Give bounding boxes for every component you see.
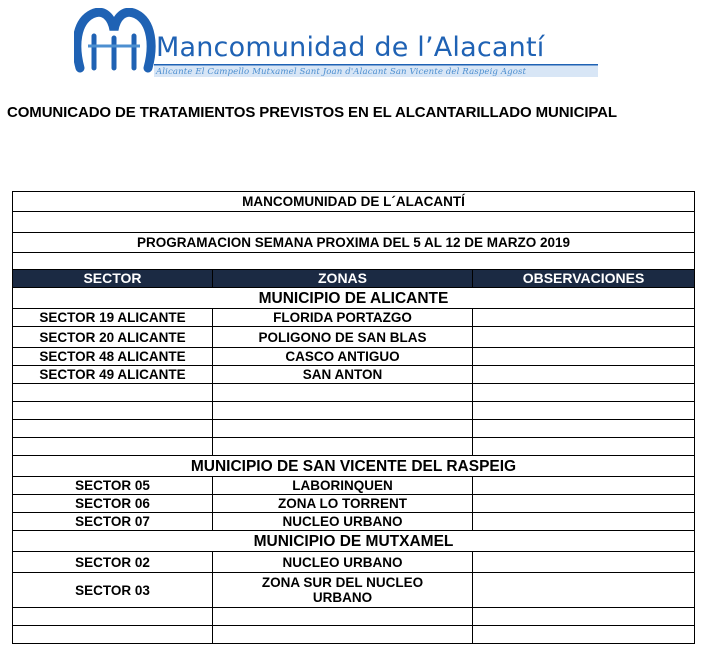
table-program-row bbox=[13, 233, 695, 253]
sector-cell: SECTOR 06 bbox=[13, 495, 213, 513]
table-row bbox=[13, 420, 695, 438]
zona-cell: LABORINQUEN bbox=[213, 477, 473, 495]
sector-cell: SECTOR 20 ALICANTE bbox=[13, 327, 213, 348]
municipality-heading bbox=[13, 288, 695, 309]
observaciones-cell bbox=[473, 495, 695, 513]
column-header-zonas: ZONAS bbox=[213, 270, 473, 288]
table-row bbox=[13, 608, 695, 626]
zona-cell: SAN ANTON bbox=[213, 366, 473, 384]
zona-cell: NUCLEO URBANO bbox=[213, 513, 473, 531]
zona-cell: FLORIDA PORTAZGO bbox=[213, 309, 473, 327]
municipality-name: MUNICIPIO DE MUTXAMEL bbox=[13, 531, 695, 552]
municipality-heading bbox=[13, 531, 695, 552]
sector-cell: SECTOR 07 bbox=[13, 513, 213, 531]
observaciones-cell bbox=[473, 477, 695, 495]
column-header-observaciones: OBSERVACIONES bbox=[473, 270, 695, 288]
municipios-line: Alicante El Campello Mutxamel Sant Joan d'Alacant San Vicente del Raspeig Agost bbox=[156, 67, 527, 77]
zona-cell: NUCLEO URBANO bbox=[213, 552, 473, 573]
programacion-table bbox=[12, 191, 695, 644]
table-row bbox=[13, 384, 695, 402]
municipality-heading bbox=[13, 456, 695, 477]
zona-line: URBANO bbox=[312, 590, 373, 605]
program-title: PROGRAMACION SEMANA PROXIMA DEL 5 AL 12 DE MARZO 2019 bbox=[13, 233, 695, 253]
table-row bbox=[13, 253, 695, 270]
observaciones-cell bbox=[473, 552, 695, 573]
observaciones-cell bbox=[473, 366, 695, 384]
sector-cell: SECTOR 48 ALICANTE bbox=[13, 348, 213, 366]
observaciones-cell bbox=[473, 573, 695, 608]
zona-cell: CASCO ANTIGUO bbox=[213, 348, 473, 366]
table-row bbox=[13, 626, 695, 644]
sector-cell: SECTOR 02 bbox=[13, 552, 213, 573]
table-row bbox=[13, 513, 695, 531]
sector-cell: SECTOR 05 bbox=[13, 477, 213, 495]
observaciones-cell bbox=[473, 513, 695, 531]
table-row bbox=[13, 477, 695, 495]
sector-cell: SECTOR 19 ALICANTE bbox=[13, 309, 213, 327]
table-row bbox=[13, 495, 695, 513]
zona-cell bbox=[213, 573, 473, 608]
sector-cell: SECTOR 49 ALICANTE bbox=[13, 366, 213, 384]
header-logo bbox=[74, 8, 604, 80]
brand-name: Mancomunidad de l’Alacantí bbox=[156, 32, 545, 63]
zona-cell: ZONA LO TORRENT bbox=[213, 495, 473, 513]
table-row bbox=[13, 552, 695, 573]
table-row bbox=[13, 348, 695, 366]
table-header-row bbox=[13, 270, 695, 288]
zona-line: ZONA SUR DEL NUCLEO bbox=[261, 575, 424, 590]
table-row bbox=[13, 402, 695, 420]
table-row bbox=[13, 309, 695, 327]
column-header-sector: SECTOR bbox=[13, 270, 213, 288]
observaciones-cell bbox=[473, 309, 695, 327]
observaciones-cell bbox=[473, 348, 695, 366]
table-row bbox=[13, 573, 695, 608]
sector-cell: SECTOR 03 bbox=[13, 573, 213, 608]
document-title: COMUNICADO DE TRATAMIENTOS PREVISTOS EN EL ALCANTARILLADO MUNICIPAL bbox=[7, 104, 617, 121]
entity-title: MANCOMUNIDAD DE L´ALACANTÍ bbox=[13, 192, 695, 212]
observaciones-cell bbox=[473, 327, 695, 348]
table-row bbox=[13, 212, 695, 233]
table-row bbox=[13, 366, 695, 384]
table-row bbox=[13, 438, 695, 456]
municipality-name: MUNICIPIO DE SAN VICENTE DEL RASPEIG bbox=[13, 456, 695, 477]
table-entity-row bbox=[13, 192, 695, 212]
municipality-name: MUNICIPIO DE ALICANTE bbox=[13, 288, 695, 309]
table-row bbox=[13, 327, 695, 348]
zona-cell: POLIGONO DE SAN BLAS bbox=[213, 327, 473, 348]
